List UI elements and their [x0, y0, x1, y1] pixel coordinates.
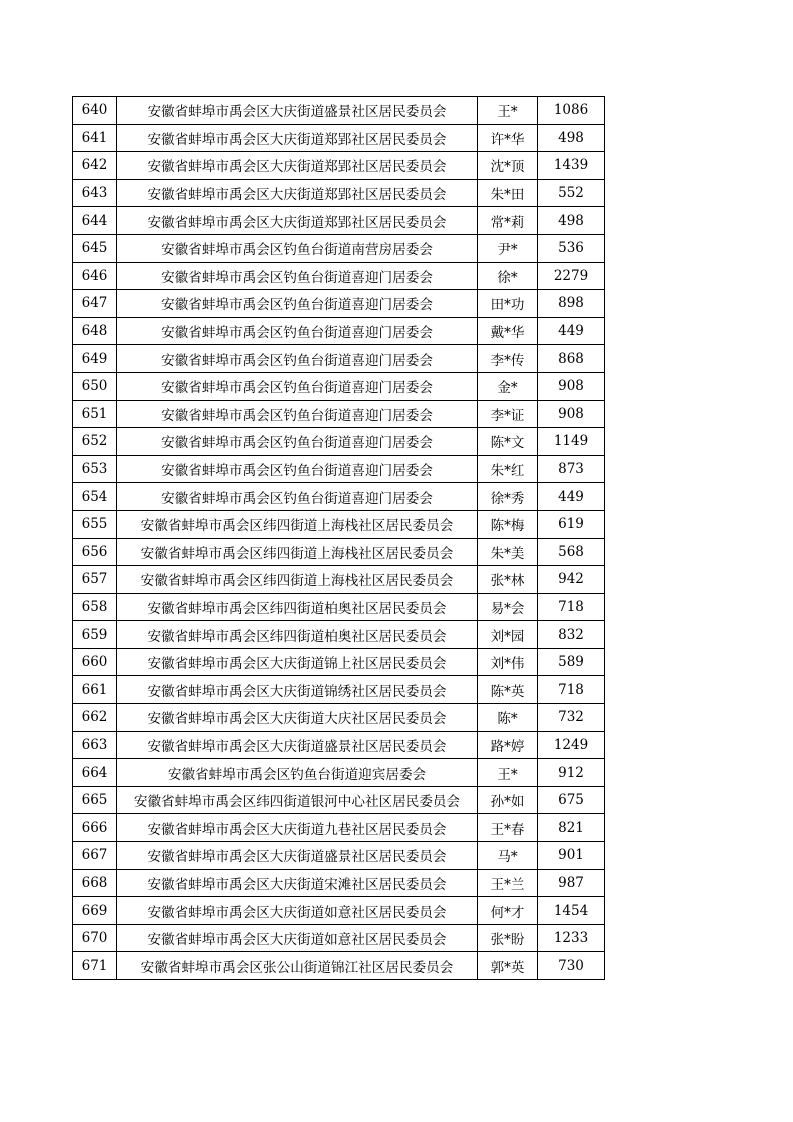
- organization-cell: 安徽省蚌埠市禹会区钓鱼台街道喜迎门居委会: [117, 262, 478, 290]
- amount-cell: 942: [538, 566, 605, 594]
- organization-cell: 安徽省蚌埠市禹会区钓鱼台街道南营房居委会: [117, 234, 478, 262]
- amount-cell: 675: [538, 786, 605, 814]
- organization-cell: 安徽省蚌埠市禹会区大庆街道九巷社区居民委员会: [117, 814, 478, 842]
- person-name-cell: 张*林: [478, 566, 538, 594]
- organization-cell: 安徽省蚌埠市禹会区钓鱼台街道喜迎门居委会: [117, 455, 478, 483]
- organization-cell: 安徽省蚌埠市禹会区钓鱼台街道喜迎门居委会: [117, 290, 478, 318]
- row-number-cell: 647: [73, 290, 117, 318]
- row-number-cell: 655: [73, 510, 117, 538]
- organization-cell: 安徽省蚌埠市禹会区大庆街道盛景社区居民委员会: [117, 731, 478, 759]
- organization-cell: 安徽省蚌埠市禹会区大庆街道锦上社区居民委员会: [117, 648, 478, 676]
- organization-cell: 安徽省蚌埠市禹会区纬四街道银河中心社区居民委员会: [117, 786, 478, 814]
- table-row: [73, 704, 605, 732]
- organization-cell: 安徽省蚌埠市禹会区大庆街道盛景社区居民委员会: [117, 842, 478, 870]
- row-number-cell: 659: [73, 621, 117, 649]
- table-row: [73, 869, 605, 897]
- amount-cell: 1233: [538, 924, 605, 952]
- amount-cell: 898: [538, 290, 605, 318]
- person-name-cell: 马*: [478, 842, 538, 870]
- row-number-cell: 652: [73, 428, 117, 456]
- table-row: [73, 400, 605, 428]
- table-row: [73, 648, 605, 676]
- table-row: [73, 786, 605, 814]
- row-number-cell: 653: [73, 455, 117, 483]
- table-row: [73, 952, 605, 980]
- organization-cell: 安徽省蚌埠市禹会区大庆街道如意社区居民委员会: [117, 897, 478, 925]
- row-number-cell: 641: [73, 124, 117, 152]
- row-number-cell: 671: [73, 952, 117, 980]
- row-number-cell: 666: [73, 814, 117, 842]
- person-name-cell: 刘*园: [478, 621, 538, 649]
- organization-cell: 安徽省蚌埠市禹会区大庆街道郑郢社区居民委员会: [117, 207, 478, 235]
- amount-cell: 449: [538, 483, 605, 511]
- organization-cell: 安徽省蚌埠市禹会区纬四街道柏奥社区居民委员会: [117, 621, 478, 649]
- amount-cell: 908: [538, 372, 605, 400]
- person-name-cell: 徐*: [478, 262, 538, 290]
- amount-cell: 1454: [538, 897, 605, 925]
- roster-table: [72, 96, 605, 980]
- table-row: [73, 759, 605, 787]
- person-name-cell: 许*华: [478, 124, 538, 152]
- amount-cell: 498: [538, 124, 605, 152]
- organization-cell: 安徽省蚌埠市禹会区纬四街道上海栈社区居民委员会: [117, 538, 478, 566]
- organization-cell: 安徽省蚌埠市禹会区钓鱼台街道迎宾居委会: [117, 759, 478, 787]
- organization-cell: 安徽省蚌埠市禹会区钓鱼台街道喜迎门居委会: [117, 372, 478, 400]
- table-row: [73, 593, 605, 621]
- person-name-cell: 何*才: [478, 897, 538, 925]
- amount-cell: 552: [538, 179, 605, 207]
- person-name-cell: 王*兰: [478, 869, 538, 897]
- amount-cell: 1439: [538, 152, 605, 180]
- table-row: [73, 262, 605, 290]
- amount-cell: 1249: [538, 731, 605, 759]
- row-number-cell: 649: [73, 345, 117, 373]
- row-number-cell: 662: [73, 704, 117, 732]
- table-row: [73, 234, 605, 262]
- person-name-cell: 徐*秀: [478, 483, 538, 511]
- person-name-cell: 王*春: [478, 814, 538, 842]
- table-row: [73, 455, 605, 483]
- amount-cell: 2279: [538, 262, 605, 290]
- amount-cell: 498: [538, 207, 605, 235]
- amount-cell: 619: [538, 510, 605, 538]
- row-number-cell: 667: [73, 842, 117, 870]
- amount-cell: 1086: [538, 97, 605, 125]
- organization-cell: 安徽省蚌埠市禹会区大庆街道郑郢社区居民委员会: [117, 179, 478, 207]
- organization-cell: 安徽省蚌埠市禹会区钓鱼台街道喜迎门居委会: [117, 317, 478, 345]
- person-name-cell: 李*证: [478, 400, 538, 428]
- row-number-cell: 656: [73, 538, 117, 566]
- row-number-cell: 645: [73, 234, 117, 262]
- organization-cell: 安徽省蚌埠市禹会区大庆街道郑郢社区居民委员会: [117, 124, 478, 152]
- row-number-cell: 660: [73, 648, 117, 676]
- row-number-cell: 648: [73, 317, 117, 345]
- table-row: [73, 621, 605, 649]
- amount-cell: 568: [538, 538, 605, 566]
- person-name-cell: 金*: [478, 372, 538, 400]
- row-number-cell: 664: [73, 759, 117, 787]
- row-number-cell: 643: [73, 179, 117, 207]
- table-row: [73, 731, 605, 759]
- amount-cell: 873: [538, 455, 605, 483]
- organization-cell: 安徽省蚌埠市禹会区张公山街道锦江社区居民委员会: [117, 952, 478, 980]
- amount-cell: 449: [538, 317, 605, 345]
- amount-cell: 732: [538, 704, 605, 732]
- row-number-cell: 640: [73, 97, 117, 125]
- amount-cell: 912: [538, 759, 605, 787]
- table-row: [73, 345, 605, 373]
- table-row: [73, 207, 605, 235]
- person-name-cell: 陈*文: [478, 428, 538, 456]
- table-row: [73, 290, 605, 318]
- organization-cell: 安徽省蚌埠市禹会区钓鱼台街道喜迎门居委会: [117, 400, 478, 428]
- organization-cell: 安徽省蚌埠市禹会区纬四街道上海栈社区居民委员会: [117, 510, 478, 538]
- amount-cell: 821: [538, 814, 605, 842]
- organization-cell: 安徽省蚌埠市禹会区大庆街道大庆社区居民委员会: [117, 704, 478, 732]
- row-number-cell: 658: [73, 593, 117, 621]
- person-name-cell: 陈*英: [478, 676, 538, 704]
- table-row: [73, 317, 605, 345]
- row-number-cell: 642: [73, 152, 117, 180]
- organization-cell: 安徽省蚌埠市禹会区大庆街道宋滩社区居民委员会: [117, 869, 478, 897]
- table-row: [73, 97, 605, 125]
- person-name-cell: 戴*华: [478, 317, 538, 345]
- organization-cell: 安徽省蚌埠市禹会区钓鱼台街道喜迎门居委会: [117, 345, 478, 373]
- row-number-cell: 665: [73, 786, 117, 814]
- table-row: [73, 152, 605, 180]
- person-name-cell: 朱*红: [478, 455, 538, 483]
- table-row: [73, 924, 605, 952]
- table-row: [73, 510, 605, 538]
- organization-cell: 安徽省蚌埠市禹会区钓鱼台街道喜迎门居委会: [117, 428, 478, 456]
- row-number-cell: 669: [73, 897, 117, 925]
- amount-cell: 730: [538, 952, 605, 980]
- person-name-cell: 尹*: [478, 234, 538, 262]
- row-number-cell: 644: [73, 207, 117, 235]
- person-name-cell: 朱*美: [478, 538, 538, 566]
- person-name-cell: 孙*如: [478, 786, 538, 814]
- row-number-cell: 670: [73, 924, 117, 952]
- row-number-cell: 646: [73, 262, 117, 290]
- table-row: [73, 676, 605, 704]
- amount-cell: 901: [538, 842, 605, 870]
- amount-cell: 718: [538, 593, 605, 621]
- person-name-cell: 易*会: [478, 593, 538, 621]
- row-number-cell: 663: [73, 731, 117, 759]
- person-name-cell: 陈*梅: [478, 510, 538, 538]
- row-number-cell: 651: [73, 400, 117, 428]
- table-row: [73, 814, 605, 842]
- amount-cell: 536: [538, 234, 605, 262]
- person-name-cell: 朱*田: [478, 179, 538, 207]
- organization-cell: 安徽省蚌埠市禹会区大庆街道盛景社区居民委员会: [117, 97, 478, 125]
- person-name-cell: 刘*伟: [478, 648, 538, 676]
- table-row: [73, 897, 605, 925]
- amount-cell: 589: [538, 648, 605, 676]
- person-name-cell: 陈*: [478, 704, 538, 732]
- row-number-cell: 657: [73, 566, 117, 594]
- roster-body: [73, 97, 605, 980]
- amount-cell: 868: [538, 345, 605, 373]
- amount-cell: 987: [538, 869, 605, 897]
- table-row: [73, 179, 605, 207]
- table-row: [73, 372, 605, 400]
- person-name-cell: 张*盼: [478, 924, 538, 952]
- organization-cell: 安徽省蚌埠市禹会区纬四街道柏奥社区居民委员会: [117, 593, 478, 621]
- organization-cell: 安徽省蚌埠市禹会区大庆街道锦绣社区居民委员会: [117, 676, 478, 704]
- amount-cell: 718: [538, 676, 605, 704]
- organization-cell: 安徽省蚌埠市禹会区钓鱼台街道喜迎门居委会: [117, 483, 478, 511]
- amount-cell: 908: [538, 400, 605, 428]
- table-row: [73, 124, 605, 152]
- organization-cell: 安徽省蚌埠市禹会区大庆街道如意社区居民委员会: [117, 924, 478, 952]
- person-name-cell: 路*婷: [478, 731, 538, 759]
- row-number-cell: 668: [73, 869, 117, 897]
- table-row: [73, 566, 605, 594]
- person-name-cell: 王*: [478, 759, 538, 787]
- row-number-cell: 650: [73, 372, 117, 400]
- person-name-cell: 郭*英: [478, 952, 538, 980]
- row-number-cell: 654: [73, 483, 117, 511]
- table-row: [73, 428, 605, 456]
- person-name-cell: 沈*顶: [478, 152, 538, 180]
- person-name-cell: 王*: [478, 97, 538, 125]
- amount-cell: 1149: [538, 428, 605, 456]
- amount-cell: 832: [538, 621, 605, 649]
- table-row: [73, 842, 605, 870]
- organization-cell: 安徽省蚌埠市禹会区大庆街道郑郢社区居民委员会: [117, 152, 478, 180]
- table-row: [73, 538, 605, 566]
- table-row: [73, 483, 605, 511]
- organization-cell: 安徽省蚌埠市禹会区纬四街道上海栈社区居民委员会: [117, 566, 478, 594]
- person-name-cell: 田*功: [478, 290, 538, 318]
- row-number-cell: 661: [73, 676, 117, 704]
- person-name-cell: 李*传: [478, 345, 538, 373]
- person-name-cell: 常*莉: [478, 207, 538, 235]
